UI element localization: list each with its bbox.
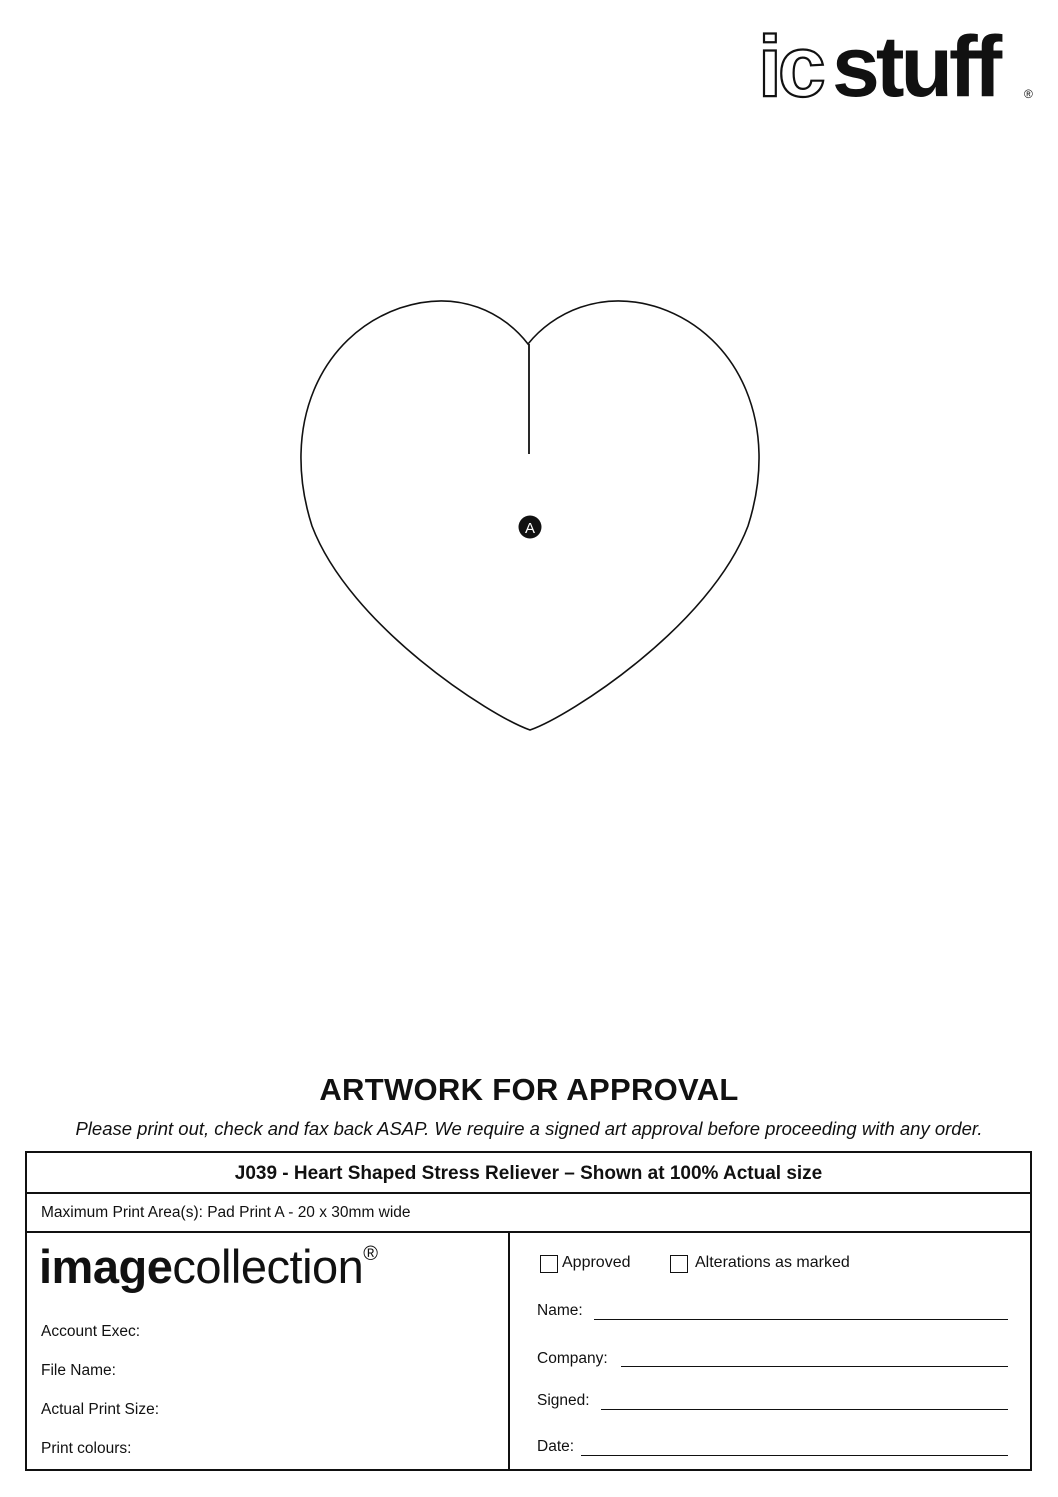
approved-checkbox[interactable] <box>540 1255 558 1273</box>
alterations-checkbox[interactable] <box>670 1255 688 1273</box>
name-field[interactable] <box>594 1319 1008 1320</box>
actual-print-size-label: Actual Print Size: <box>41 1401 160 1418</box>
account-exec-label: Account Exec: <box>41 1323 141 1340</box>
approval-form <box>25 1151 1032 1471</box>
imagecollection-logo: imagecollection® <box>39 1240 378 1293</box>
print-area-marker-label: A <box>524 520 536 537</box>
alterations-label: Alterations as marked <box>695 1254 850 1271</box>
heart-outline <box>301 301 759 730</box>
approved-label: Approved <box>562 1254 631 1271</box>
icstuff-logo-text: stuff <box>832 28 999 108</box>
instructions-text: Please print out, check and fax back ASAP. We require a signed art approval before proceeding with any order. <box>75 1118 983 1139</box>
name-label: Name: <box>537 1302 583 1319</box>
page-title: ARTWORK FOR APPROVAL <box>319 1072 739 1107</box>
icstuff-logo <box>758 28 1038 108</box>
company-label: Company: <box>537 1350 608 1367</box>
print-colours-label: Print colours: <box>41 1440 132 1457</box>
date-field[interactable] <box>581 1455 1008 1456</box>
approval-panel <box>510 1233 1030 1469</box>
file-name-label: File Name: <box>41 1362 116 1379</box>
signed-label: Signed: <box>537 1392 590 1409</box>
svg-text:®: ® <box>1024 87 1033 101</box>
date-label: Date: <box>537 1438 575 1455</box>
signature-field[interactable] <box>601 1409 1008 1410</box>
company-field[interactable] <box>621 1366 1008 1367</box>
svg-text:ic: ic <box>758 28 822 108</box>
account-details-panel <box>27 1233 510 1469</box>
max-print-area: Maximum Print Area(s): Pad Print A - 20 x 30mm wide <box>27 1194 1030 1233</box>
product-line: J039 - Heart Shaped Stress Reliever – Shown at 100% Actual size <box>27 1153 1030 1194</box>
heart-artwork <box>290 296 770 736</box>
